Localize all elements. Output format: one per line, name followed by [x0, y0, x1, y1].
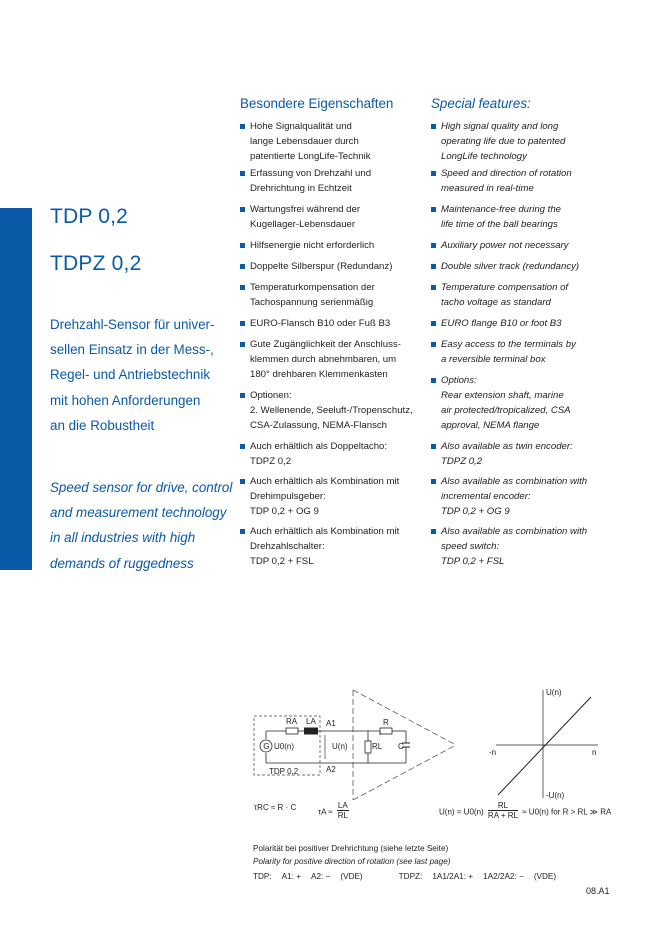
axis-label-un: U(n)	[546, 688, 562, 697]
description-german: Drehzahl-Sensor für univer- sellen Einsatz in der Mess-, Regel- und Antriebstechnik mit hohen Anforderungen an die Robustheit	[50, 317, 215, 433]
feature-item: Optionen: 2. Wellenende, Seeluft-/Tropenschutz, CSA-Zulassung, NEMA-Flansch	[240, 388, 425, 439]
inductor-la	[304, 728, 318, 735]
feature-item: EURO flange B10 or foot B3	[431, 316, 631, 337]
features-heading-de: Besondere Eigenschaften	[240, 96, 394, 111]
label-tdp-box: TDP 0,2	[269, 767, 299, 776]
feature-item: Temperaturkompensation der Tachospannung serienmäßig	[240, 280, 425, 316]
circuit-diagram	[246, 685, 616, 800]
polarity-notes	[253, 842, 451, 868]
feature-item: Auch erhältlich als Kombination mit Drehimpulsgeber: TDP 0,2 + OG 9	[240, 474, 425, 524]
label-la: LA	[306, 717, 316, 726]
formula-tau-a: τA ≈ $\frac{LA}{RL}$	[318, 801, 348, 820]
axis-label-neg-un: -U(n)	[546, 791, 565, 800]
note-en: Polarity for positive direction of rotation (see last page)	[253, 857, 451, 866]
resistor-rl	[365, 741, 371, 753]
feature-item: Options: Rear extension shaft, marine air protected/tropicalized, CSA approval, NEMA flange	[431, 373, 631, 439]
label-u0n: U0(n)	[274, 742, 295, 751]
feature-item: Auxiliary power not necessary	[431, 238, 631, 259]
feature-item: Auch erhältlich als Doppeltacho: TDPZ 0,2	[240, 439, 425, 474]
feature-item: Hohe Signalqualität und lange Lebensdauer durch patentierte LongLife-Technik	[240, 119, 425, 166]
label-un: U(n)	[332, 742, 348, 751]
feature-item: Wartungsfrei während der Kugellager-Lebensdauer	[240, 202, 425, 238]
label-a2: A2	[326, 765, 336, 774]
resistor-r	[380, 728, 392, 734]
feature-item: High signal quality and long operating life due to patented LongLife technology	[431, 119, 631, 166]
feature-item: Hilfsenergie nicht erforderlich	[240, 238, 425, 259]
note-de: Polarität bei positiver Drehrichtung (siehe letzte Seite)	[253, 844, 449, 853]
characteristic-line	[498, 697, 591, 795]
feature-item: Double silver track (redundancy)	[431, 259, 631, 280]
resistor-ra	[286, 728, 298, 734]
page-number: 08.A1	[586, 886, 610, 896]
label-rl: RL	[372, 742, 383, 751]
feature-item: Also available as combination with speed switch: TDP 0,2 + FSL	[431, 524, 631, 571]
feature-item: Erfassung von Drehzahl und Drehrichtung in Echtzeit	[240, 166, 425, 202]
feature-item: Doppelte Silberspur (Redundanz)	[240, 259, 425, 280]
label-ra: RA	[286, 717, 298, 726]
label-r: R	[383, 718, 389, 727]
product-title-tdpz: TDPZ 0,2	[50, 252, 142, 275]
feature-item: Gute Zugänglichkeit der Anschluss- klemmen durch abnehmbaren, um 180° drehbaren Klemmenkasten	[240, 337, 425, 388]
feature-item: Also available as combination with incremental encoder: TDP 0,2 + OG 9	[431, 474, 631, 524]
svg-text:G: G	[263, 742, 270, 751]
formula-un: U(n) = U0(n) $\frac{RL}{RA + RL}$ ≈ U0(n) for R > RL ≫ RA	[439, 801, 612, 820]
features-german	[240, 96, 425, 571]
formula-tau-rc: τRC ≈ R · C	[254, 803, 297, 812]
polarity-line: TDP: A1: + A2: − (VDE) TDPZ: 1A1/2A1: + 1A2/2A2: − (VDE)	[253, 872, 557, 881]
description-english: Speed sensor for drive, control and measurement technology in all industries with high demands of ruggedness	[50, 480, 233, 571]
axis-label-neg-n: -n	[489, 748, 497, 757]
feature-item: Easy access to the terminals by a reversible terminal box	[431, 337, 631, 373]
axis-label-n: n	[592, 748, 597, 757]
accent-bar	[0, 208, 32, 570]
feature-item: Speed and direction of rotation measured in real-time	[431, 166, 631, 202]
feature-item: Auch erhältlich als Kombination mit Drehzahlschalter: TDP 0,2 + FSL	[240, 524, 425, 571]
feature-item: EURO-Flansch B10 oder Fuß B3	[240, 316, 425, 337]
features-heading-en: Special features:	[431, 96, 531, 111]
feature-item: Also available as twin encoder: TDPZ 0,2	[431, 439, 631, 474]
feature-item: Temperature compensation of tacho voltage as standard	[431, 280, 631, 316]
features-english	[431, 96, 631, 571]
product-title-tdp: TDP 0,2	[50, 205, 129, 228]
feature-item: Maintenance-free during the life time of the ball bearings	[431, 202, 631, 238]
label-a1: A1	[326, 719, 336, 728]
label-c: C	[398, 742, 404, 751]
